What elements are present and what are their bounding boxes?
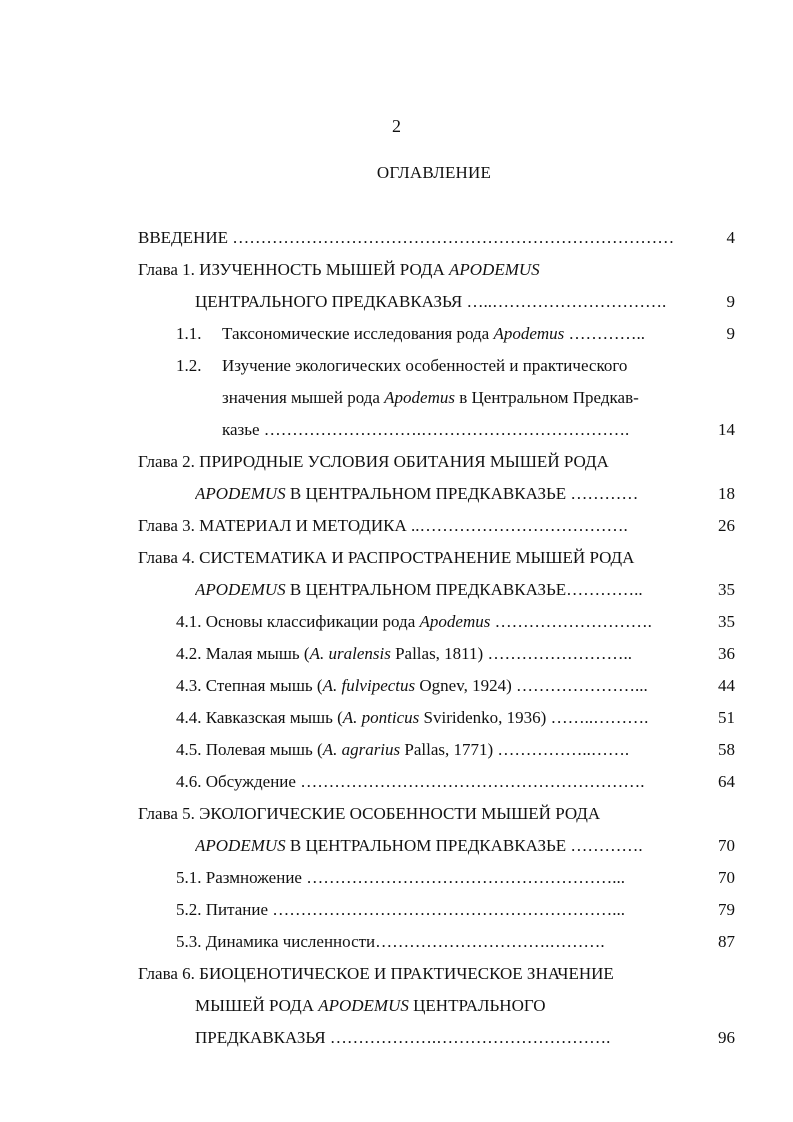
toc-page-intro: 4 — [726, 228, 735, 247]
toc-entry-4-2[interactable]: 4.2. Малая мышь (A. uralensis Pallas, 1811) …………………….. — [176, 644, 632, 663]
toc-page-chapter-3: 26 — [718, 516, 735, 535]
toc-num-1-1: 1.1. — [176, 324, 202, 343]
toc-entry-4-1[interactable]: 4.1. Основы классификации рода Apodemus ………………………. — [176, 612, 652, 631]
toc-entry-chapter-1-cont[interactable]: ЦЕНТРАЛЬНОГО ПРЕДКАВКАЗЬЯ …..…………………………. — [195, 292, 667, 311]
toc-page-1-1: 9 — [726, 324, 735, 343]
toc-entry-chapter-2-cont[interactable]: APODEMUS В ЦЕНТРАЛЬНОМ ПРЕДКАВКАЗЬЕ ………… — [195, 484, 639, 503]
toc-entry-4-6[interactable]: 4.6. Обсуждение ……………………………………………………. — [176, 772, 645, 791]
toc-entry-chapter-6-cont[interactable]: МЫШЕЙ РОДА APODEMUS ЦЕНТРАЛЬНОГО — [195, 996, 546, 1015]
toc-entry-chapter-6-cont2[interactable]: ПРЕДКАВКАЗЬЯ ……………….…………………………. — [195, 1028, 611, 1047]
toc-entry-chapter-1[interactable]: Глава 1. ИЗУЧЕННОСТЬ МЫШЕЙ РОДА APODEMUS — [138, 260, 540, 279]
toc-entry-1-1[interactable]: Таксономические исследования рода Apodemus ………….. — [222, 324, 646, 343]
toc-page-4-6: 64 — [718, 772, 735, 791]
toc-entry-4-5[interactable]: 4.5. Полевая мышь (A. agrarius Pallas, 1771) ……………..……. — [176, 740, 630, 759]
toc-entry-chapter-3[interactable]: Глава 3. МАТЕРИАЛ И МЕТОДИКА ..………………………………. — [138, 516, 628, 535]
toc-page-4-1: 35 — [718, 612, 735, 631]
toc-page-4-4: 51 — [718, 708, 735, 727]
toc-entry-5-1[interactable]: 5.1. Размножение ………………………………………………... — [176, 868, 625, 887]
toc-title: ОГЛАВЛЕНИЕ — [376, 163, 492, 182]
toc-entry-5-2[interactable]: 5.2. Питание ……………………………………………………... — [176, 900, 626, 919]
toc-entry-chapter-5[interactable]: Глава 5. ЭКОЛОГИЧЕСКИЕ ОСОБЕННОСТИ МЫШЕЙ РОДА — [138, 804, 601, 823]
toc-page-5-3: 87 — [718, 932, 735, 951]
toc-entry-1-2[interactable]: Изучение экологических особенностей и практического — [222, 356, 628, 375]
toc-entry-4-4[interactable]: 4.4. Кавказская мышь (A. ponticus Sviridenko, 1936) ……..………. — [176, 708, 649, 727]
toc-page-5-1: 70 — [718, 868, 735, 887]
toc-entry-intro[interactable]: ВВЕДЕНИЕ …………………………………………………………………… — [138, 228, 675, 247]
toc-page-4-2: 36 — [718, 644, 735, 663]
toc-entry-1-2-cont2[interactable]: казье ……………………….………………………………. — [222, 420, 630, 439]
toc-entry-chapter-4-cont[interactable]: APODEMUS В ЦЕНТРАЛЬНОМ ПРЕДКАВКАЗЬЕ………….. — [195, 580, 643, 599]
toc-page-chapter-4: 35 — [718, 580, 735, 599]
toc-page-chapter-1: 9 — [726, 292, 735, 311]
toc-page-chapter-6: 96 — [718, 1028, 735, 1047]
toc-page-chapter-2: 18 — [718, 484, 735, 503]
toc-entry-chapter-4[interactable]: Глава 4. СИСТЕМАТИКА И РАСПРОСТРАНЕНИЕ МЫШЕЙ РОДА — [138, 548, 635, 567]
toc-page-4-3: 44 — [718, 676, 735, 695]
page-number: 2 — [392, 116, 401, 136]
toc-entry-5-3[interactable]: 5.3. Динамика численности………………………….………. — [176, 932, 605, 951]
toc-entry-chapter-2[interactable]: Глава 2. ПРИРОДНЫЕ УСЛОВИЯ ОБИТАНИЯ МЫШЕЙ РОДА — [138, 452, 609, 471]
toc-entry-chapter-5-cont[interactable]: APODEMUS В ЦЕНТРАЛЬНОМ ПРЕДКАВКАЗЬЕ …………. — [195, 836, 643, 855]
toc-num-1-2: 1.2. — [176, 356, 202, 375]
toc-page-chapter-5: 70 — [718, 836, 735, 855]
toc-page-4-5: 58 — [718, 740, 735, 759]
toc-page-1-2: 14 — [718, 420, 735, 439]
toc-entry-4-3[interactable]: 4.3. Степная мышь (A. fulvipectus Ognev, 1924) …………………... — [176, 676, 648, 695]
toc-entry-1-2-cont[interactable]: значения мышей рода Apodemus в Центральном Предкав- — [222, 388, 639, 407]
toc-page-5-2: 79 — [718, 900, 735, 919]
toc-entry-chapter-6[interactable]: Глава 6. БИОЦЕНОТИЧЕСКОЕ И ПРАКТИЧЕСКОЕ ЗНАЧЕНИЕ — [138, 964, 614, 983]
